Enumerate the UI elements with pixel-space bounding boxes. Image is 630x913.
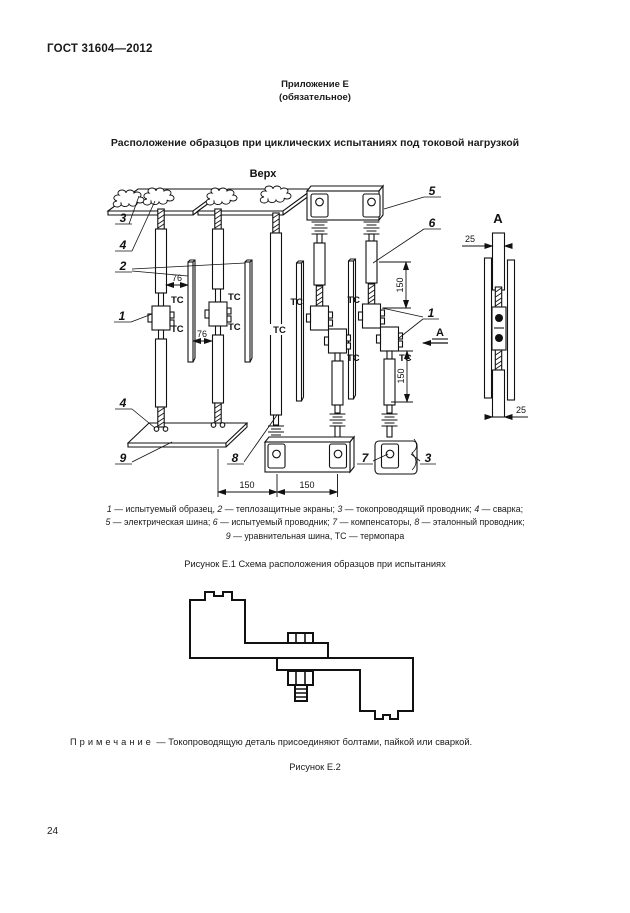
specimen-column-2 [205,209,231,427]
svg-text:ТС: ТС [290,297,303,308]
svg-text:5: 5 [428,184,436,198]
callout-9 [115,442,172,465]
note [70,737,590,747]
svg-text:9: 9 [119,451,127,465]
svg-text:ТС: ТС [228,322,241,333]
figure-e1-legend [60,503,570,543]
svg-text:150: 150 [299,480,315,490]
tested-conductor-column-4 [307,222,351,437]
orientation-label: Верх [249,168,277,180]
svg-text:150: 150 [396,368,406,384]
legend-line-3: 9 — уравнительная шина, ТС — термопара [225,530,405,541]
svg-text:7: 7 [361,451,369,465]
svg-text:25: 25 [464,234,476,244]
appendix-type: (обязательное) [279,92,351,103]
specimen-column-1 [148,209,174,431]
note-label: Примечание [70,737,154,747]
svg-text:2: 2 [119,259,127,273]
equalizing-bus-plate [128,423,247,447]
svg-text:4: 4 [119,238,127,252]
view-direction-arrow [423,327,448,343]
view-a [462,211,528,417]
svg-text:25: 25 [515,405,527,415]
svg-text:ТС: ТС [399,353,412,364]
document-header: ГОСТ 31604—2012 [47,43,153,55]
callout-4-bottom [115,396,155,428]
svg-text:150: 150 [395,277,405,293]
svg-text:1: 1 [427,306,435,320]
figure-e2-caption: Рисунок Е.2 [289,762,341,772]
bottom-bus [265,437,354,472]
callout-5 [384,184,441,209]
svg-text:1: 1 [118,309,126,323]
svg-text:8: 8 [231,451,239,465]
electrical-bus [307,186,383,220]
svg-text:76: 76 [196,329,208,339]
dimension-150-vertical-upper [379,262,411,308]
figure-e1-drawing [95,165,625,505]
note-text: — Токопроводящую деталь присоединяют болтами, пайкой или сваркой. [156,737,473,747]
svg-text:А: А [436,327,444,339]
legend-line-2: 5 — электрическая шина; 6 — испытуемый проводник; 7 — компенсаторы, 8 — эталонный проводник; [105,517,525,528]
appendix-title: Приложение Е [281,79,349,90]
svg-text:3: 3 [424,451,432,465]
svg-text:ТС: ТС [228,292,241,303]
tested-conductor-column-5 [359,222,403,437]
figure-e2-drawing [150,583,480,743]
svg-text:ТС: ТС [347,295,360,306]
upper-conductor-part [190,592,328,658]
svg-text:6: 6 [428,216,436,230]
dimension-76-lower [193,329,212,341]
section-title: Расположение образцов при циклических испытаниях под токовой нагрузкой [110,137,520,149]
svg-text:150: 150 [239,480,255,490]
svg-text:ТС: ТС [273,325,286,336]
dimension-25-bottom [485,405,528,417]
svg-text:ТС: ТС [171,295,184,306]
page-number: 24 [47,826,59,837]
svg-text:76: 76 [171,273,183,283]
svg-text:ТС: ТС [347,353,360,364]
legend-line-1: 1 — испытуемый образец, 2 — теплозащитные экраны; 3 — токопроводящий проводник; 4 — сварка; [106,504,524,514]
view-a-title: А [493,211,503,226]
svg-text:3: 3 [119,211,127,225]
svg-text:ТС: ТС [171,324,184,335]
callout-6 [373,216,441,263]
current-lead-block [375,439,417,474]
figure-e1-caption: Рисунок Е.1 Схема расположения образцов при испытаниях [184,559,446,569]
svg-text:4: 4 [119,396,127,410]
callout-1-left [114,309,152,323]
